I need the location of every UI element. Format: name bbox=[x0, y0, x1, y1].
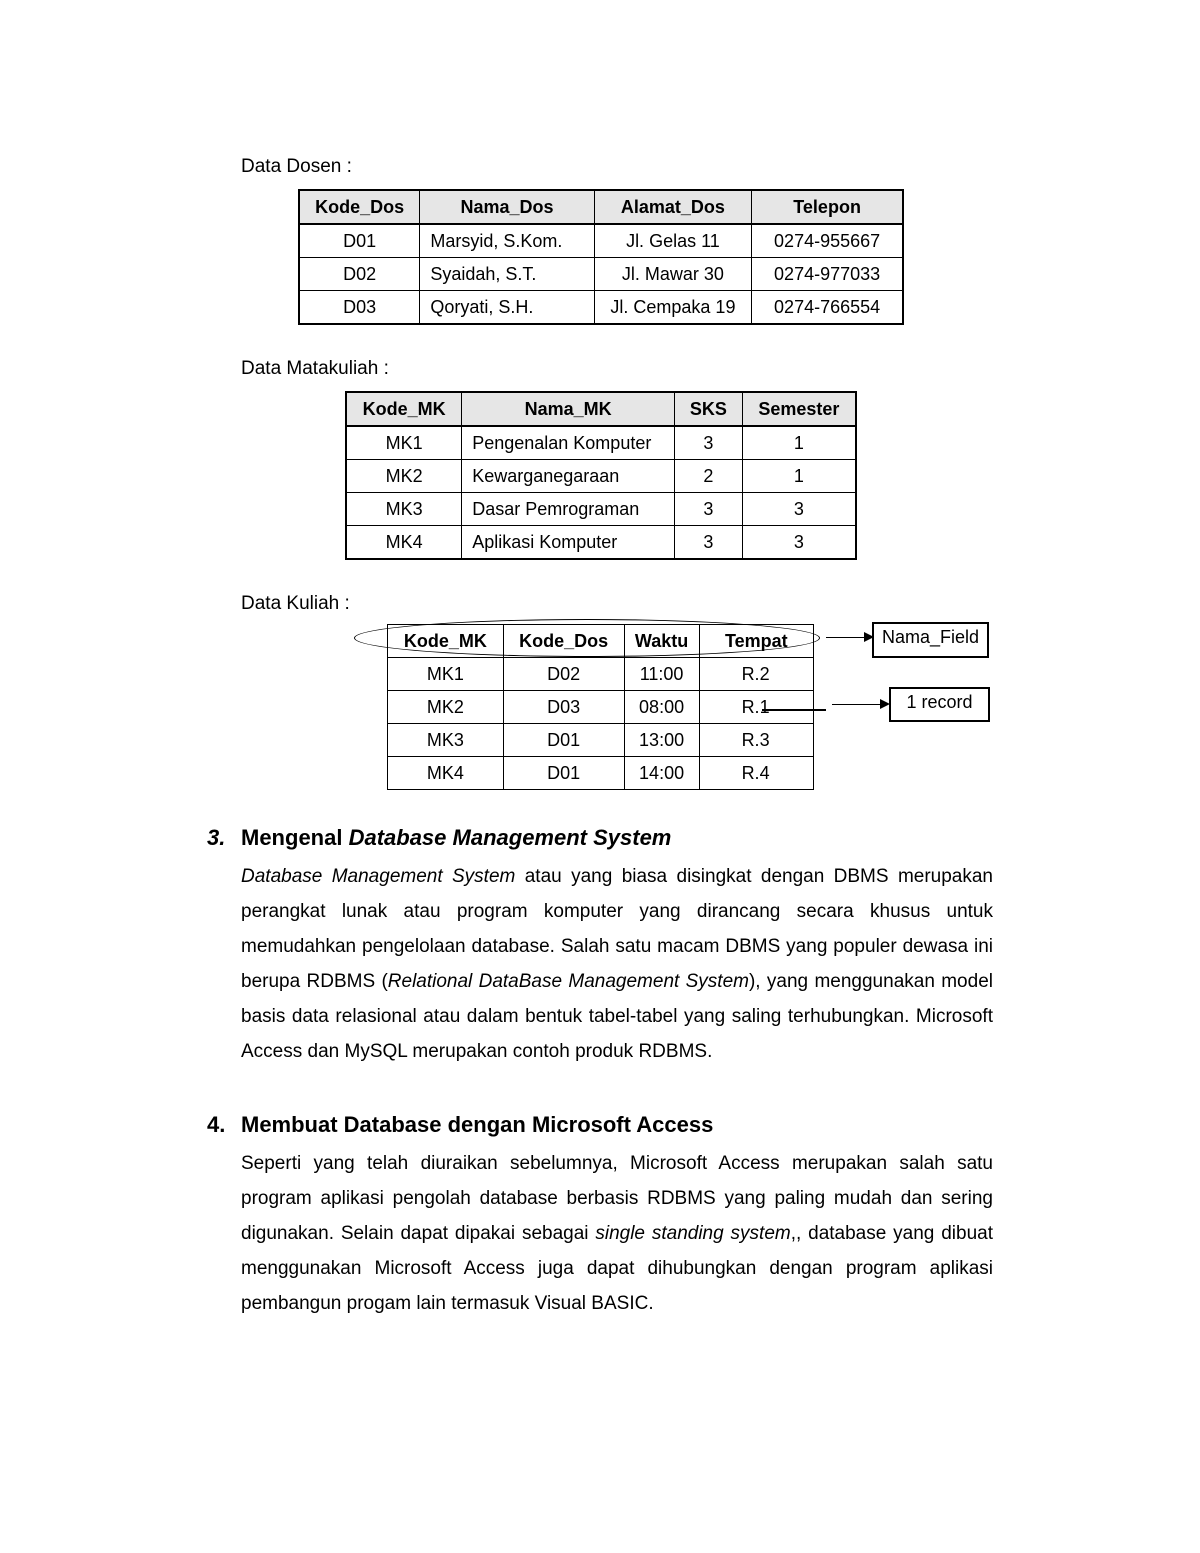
header-cell: Kode_MK bbox=[346, 392, 462, 426]
table-cell: MK2 bbox=[388, 691, 504, 724]
dosen-table bbox=[298, 189, 904, 325]
header-cell: Semester bbox=[742, 392, 856, 426]
table-row bbox=[299, 258, 903, 291]
table-cell: 2 bbox=[675, 460, 743, 493]
header-cell: Kode_MK bbox=[388, 625, 504, 658]
table-cell: MK1 bbox=[346, 426, 462, 460]
paragraph-italic: single standing system bbox=[595, 1223, 791, 1244]
table-row bbox=[346, 460, 856, 493]
nama-field-callout: Nama_Field bbox=[872, 622, 989, 658]
table-cell: D01 bbox=[503, 757, 624, 790]
table-row bbox=[388, 724, 814, 757]
table-cell: Marsyid, S.Kom. bbox=[420, 224, 594, 258]
table-cell: MK4 bbox=[346, 526, 462, 560]
heading-text: Mengenal bbox=[241, 825, 349, 850]
header-cell: Kode_Dos bbox=[299, 190, 420, 224]
table-cell: 0274-955667 bbox=[752, 224, 903, 258]
heading-text: Membuat Database dengan Microsoft Access bbox=[241, 1112, 714, 1137]
header-cell: Tempat bbox=[699, 625, 813, 658]
table-cell: Jl. Cempaka 19 bbox=[594, 291, 752, 325]
paragraph-text: atau yang biasa disingkat dengan DBMS merupakan perangkat lunak atau program komputer yang dirancang secara khusus untuk memudahkan pengelolaan database. Salah satu macam DBMS yang populer dewasa ini berupa RDBMS ( bbox=[241, 866, 993, 992]
table-cell: Qoryati, S.H. bbox=[420, 291, 594, 325]
table-cell: R.2 bbox=[699, 658, 813, 691]
heading-italic: Database Management System bbox=[348, 825, 672, 850]
table-cell: D01 bbox=[299, 224, 420, 258]
table-cell: Syaidah, S.T. bbox=[420, 258, 594, 291]
table-cell: MK3 bbox=[388, 724, 504, 757]
table-cell: D02 bbox=[299, 258, 420, 291]
table-cell: 3 bbox=[675, 493, 743, 526]
table-cell: Pengenalan Komputer bbox=[462, 426, 675, 460]
table-cell: 3 bbox=[742, 493, 856, 526]
table-cell: MK2 bbox=[346, 460, 462, 493]
table-row bbox=[346, 426, 856, 460]
section-4-paragraph bbox=[241, 1146, 993, 1321]
table-cell: D01 bbox=[503, 724, 624, 757]
record-underline bbox=[762, 709, 826, 711]
table-row bbox=[346, 526, 856, 560]
record-callout: 1 record bbox=[889, 687, 990, 722]
field-arrow bbox=[826, 637, 872, 638]
table-cell: Jl. Gelas 11 bbox=[594, 224, 752, 258]
section-number: 4. bbox=[207, 1112, 226, 1137]
paragraph-text: ,, database yang dibuat menggunakan Microsoft Access juga dapat dihubungkan dengan program aplikasi pembangun progam lain termasuk Visual BASIC. bbox=[241, 1223, 993, 1314]
header-cell: Nama_Dos bbox=[420, 190, 594, 224]
table-cell: MK4 bbox=[388, 757, 504, 790]
table-cell: 3 bbox=[742, 526, 856, 560]
table-row bbox=[388, 757, 814, 790]
paragraph-text: ), yang menggunakan model basis data relasional atau dalam bentuk tabel-tabel yang saling terhubungkan. Microsoft Access dan MySQL merupakan contoh produk RDBMS. bbox=[241, 971, 993, 1062]
paragraph-text: Seperti yang telah diuraikan sebelumnya, Microsoft Access merupakan salah satu program aplikasi pengolah database berbasis RDBMS yang paling mudah dan sering digunakan. Selain dapat dipakai sebagai bbox=[241, 1153, 993, 1244]
table-cell: 13:00 bbox=[624, 724, 699, 757]
header-cell: Nama_MK bbox=[462, 392, 675, 426]
table-cell: 1 bbox=[742, 460, 856, 493]
table-cell: 14:00 bbox=[624, 757, 699, 790]
section-number: 3. bbox=[207, 825, 226, 850]
table-cell: R.1 bbox=[699, 691, 813, 724]
table-row bbox=[346, 493, 856, 526]
table-cell: 11:00 bbox=[624, 658, 699, 691]
table-cell: R.3 bbox=[699, 724, 813, 757]
matakuliah-table bbox=[345, 391, 857, 560]
data-matakuliah-label: Data Matakuliah : bbox=[241, 358, 389, 379]
table-cell: R.4 bbox=[699, 757, 813, 790]
table-cell: D03 bbox=[503, 691, 624, 724]
table-cell: MK1 bbox=[388, 658, 504, 691]
table-cell: D03 bbox=[299, 291, 420, 325]
header-cell: Waktu bbox=[624, 625, 699, 658]
table-row bbox=[388, 658, 814, 691]
data-dosen-label: Data Dosen : bbox=[241, 156, 352, 177]
table-cell: 3 bbox=[675, 526, 743, 560]
field-names-oval bbox=[354, 619, 820, 657]
table-cell: Dasar Pemrograman bbox=[462, 493, 675, 526]
table-row bbox=[299, 291, 903, 325]
table-cell: 08:00 bbox=[624, 691, 699, 724]
paragraph-italic: Database Management System bbox=[241, 866, 516, 887]
table-row bbox=[388, 691, 814, 724]
section-3-heading bbox=[207, 825, 671, 851]
table-cell: 3 bbox=[675, 426, 743, 460]
section-4-heading bbox=[207, 1112, 713, 1138]
table-cell: Kewarganegaraan bbox=[462, 460, 675, 493]
table-cell: 1 bbox=[742, 426, 856, 460]
table-cell: Jl. Mawar 30 bbox=[594, 258, 752, 291]
table-cell: 0274-977033 bbox=[752, 258, 903, 291]
header-cell: Alamat_Dos bbox=[594, 190, 752, 224]
data-kuliah-label: Data Kuliah : bbox=[241, 593, 350, 614]
table-cell: MK3 bbox=[346, 493, 462, 526]
section-3-paragraph bbox=[241, 859, 993, 1069]
paragraph-italic: Relational DataBase Management System bbox=[387, 971, 749, 992]
header-cell: SKS bbox=[675, 392, 743, 426]
table-cell: Aplikasi Komputer bbox=[462, 526, 675, 560]
record-arrow bbox=[832, 704, 888, 705]
header-cell: Kode_Dos bbox=[503, 625, 624, 658]
table-cell: D02 bbox=[503, 658, 624, 691]
header-cell: Telepon bbox=[752, 190, 903, 224]
table-row bbox=[299, 224, 903, 258]
table-cell: 0274-766554 bbox=[752, 291, 903, 325]
